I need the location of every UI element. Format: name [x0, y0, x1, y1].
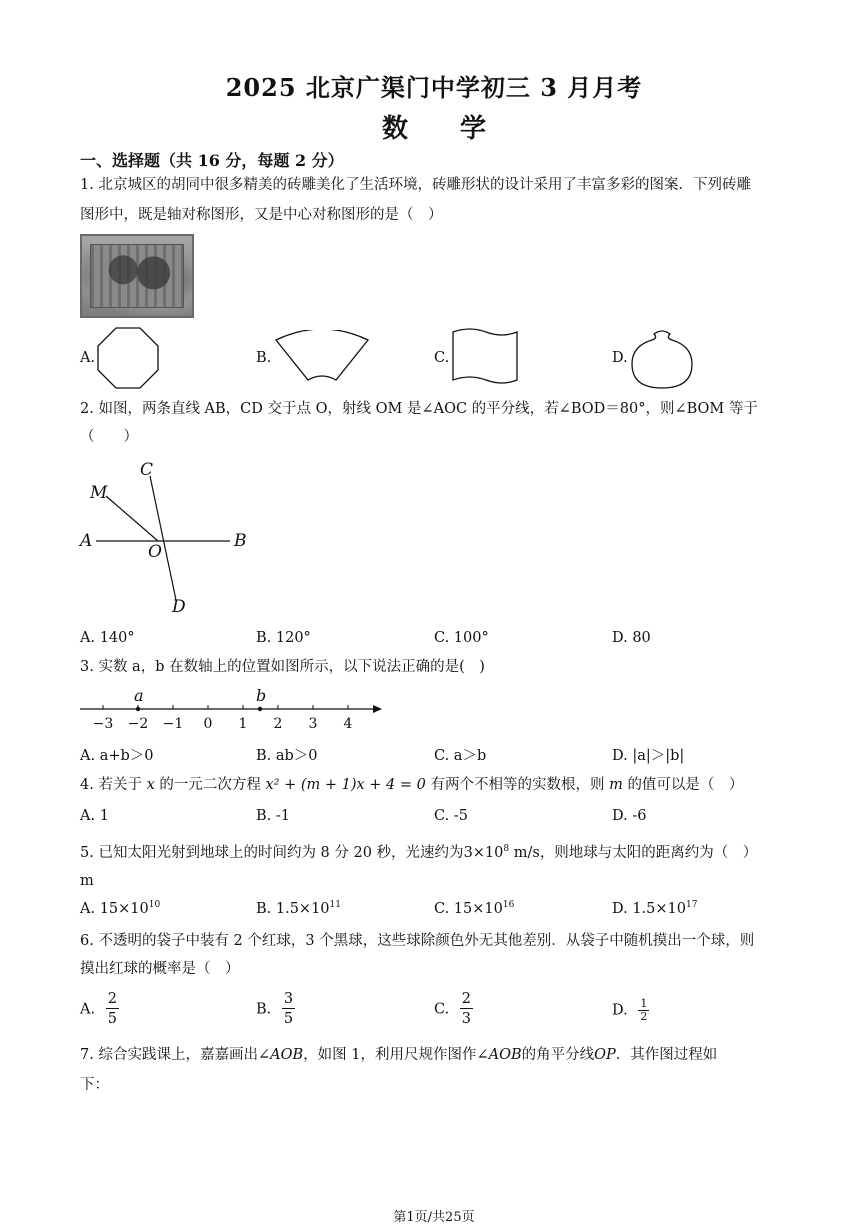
q4-option-c: C. -5: [434, 808, 468, 824]
q4-option-a: A. 1: [80, 808, 109, 824]
tick-label: −1: [162, 716, 184, 732]
tick-label: −2: [127, 716, 149, 732]
q3-option-b: B. ab＞0: [256, 748, 318, 764]
q2-option-d: D. 80: [612, 630, 651, 646]
fan-sector-shape: [272, 330, 372, 384]
label-o: O: [148, 542, 162, 562]
q3-option-c: C. a＞b: [434, 748, 487, 764]
octagon-shape: [96, 326, 160, 390]
label-c: C: [140, 460, 154, 480]
q4-option-b: B. -1: [256, 808, 290, 824]
intersecting-lines-figure: [78, 456, 268, 618]
q5-option-b: B. $1.5\times 10^{11}$: [256, 900, 341, 917]
q3-option-a: A. a+b＞0: [80, 748, 154, 764]
q5-option-d: D. $1.5\times 10^{17}$: [612, 900, 698, 917]
q7-line1: 7. 综合实践课上，嘉嘉画出∠AOB，如图 1，利用尺规作图作∠AOB的角平分线OP．其作图过程如: [80, 1047, 718, 1063]
vase-shape: [628, 326, 696, 390]
q2-option-b: B. 120°: [256, 630, 311, 646]
q5-option-a: A. $15\times 10^{10}$: [80, 900, 161, 917]
brick-carving-photo: [80, 234, 194, 318]
q2-option-c: C. 100°: [434, 630, 489, 646]
fraction: $\frac{3}{5}$: [283, 991, 294, 1027]
q5-option-c: C. $15\times 10^{16}$: [434, 900, 515, 917]
label-m: M: [90, 483, 108, 503]
q6-option-a: A. $\frac{2}{5}$: [80, 991, 117, 1027]
q6-option-c: C. $\frac{2}{3}$: [434, 991, 472, 1027]
q6-line1: 6. 不透明的袋子中装有 2 个红球，3 个黑球，这些球除颜色外无其他差别．从袋子中随机摸出一个球，则: [80, 933, 755, 949]
section-heading: 一、选择题（共 16 分，每题 2 分）: [80, 151, 344, 170]
q1-option-b: B.: [256, 350, 272, 366]
q1-line2: 图形中，既是轴对称图形，又是中心对称图形的是（ ）: [80, 207, 443, 223]
q5-line2: m: [80, 873, 94, 889]
q1-line1: 1. 北京城区的胡同中很多精美的砖雕美化了生活环境，砖雕形状的设计采用了丰富多彩的图案．下列砖雕: [80, 177, 751, 193]
q2-line1: 2. 如图，两条直线 AB，CD 交于点 O，射线 OM 是∠AOC 的平分线，若∠BOD＝80°，则∠BOM 等于: [80, 401, 758, 417]
label-b: B: [234, 531, 247, 551]
label-d: D: [172, 597, 186, 617]
label-a: A: [80, 531, 93, 551]
q7-line2: 下：: [80, 1077, 109, 1093]
fraction: $\frac{2}{3}$: [461, 991, 472, 1027]
fraction: $\frac{1}{2}$: [640, 997, 648, 1023]
page-number: 第1页/共25页: [393, 1210, 475, 1225]
q4-equation: x² + (m + 1)x + 4 = 0: [265, 777, 426, 793]
light-speed: $3\times 10^8$ m/s: [463, 844, 540, 861]
tick-label: 1: [238, 716, 248, 732]
tick-label: 3: [308, 716, 318, 732]
flag-shape: [450, 328, 520, 388]
page-title: 2025 北京广渠门中学初三 3 月月考: [225, 73, 643, 102]
q2-line2: （ ）: [80, 429, 138, 445]
point-b-label: b: [256, 686, 267, 705]
fraction: $\frac{2}{5}$: [107, 991, 117, 1027]
subject-heading: 数 学: [381, 114, 486, 144]
q4-option-d: D. -6: [612, 808, 647, 824]
q6-line2: 摸出红球的概率是（ ）: [80, 961, 240, 977]
q1-option-d: D.: [612, 350, 628, 366]
number-line-figure: [78, 684, 388, 736]
q1-option-c: C.: [434, 350, 450, 366]
tick-label: −3: [92, 716, 114, 732]
q1-option-a: A.: [80, 350, 96, 366]
q2-option-a: A. 140°: [80, 630, 135, 646]
q4-line1: 4. 若关于 x 的一元二次方程 x² + (m + 1)x + 4 = 0 有两个不相等的实数根，则 m 的值可以是（ ）: [80, 777, 744, 793]
q3-line1: 3. 实数 a，b 在数轴上的位置如图所示，以下说法正确的是( ): [80, 659, 485, 675]
tick-label: 0: [203, 716, 213, 732]
point-a-label: a: [134, 686, 144, 705]
q6-option-b: B. $\frac{3}{5}$: [256, 991, 294, 1027]
q6-option-d: D. $\frac{1}{2}$: [612, 997, 648, 1023]
tick-label: 2: [273, 716, 283, 732]
q3-option-d: D. |a|＞|b|: [612, 748, 685, 764]
tick-label: 4: [343, 716, 353, 732]
q5-line1: 5. 已知太阳光射到地球上的时间约为 8 分 20 秒，光速约为$3\times 10^8$ m/s，则地球与太阳的距离约为（ ）: [80, 844, 758, 861]
